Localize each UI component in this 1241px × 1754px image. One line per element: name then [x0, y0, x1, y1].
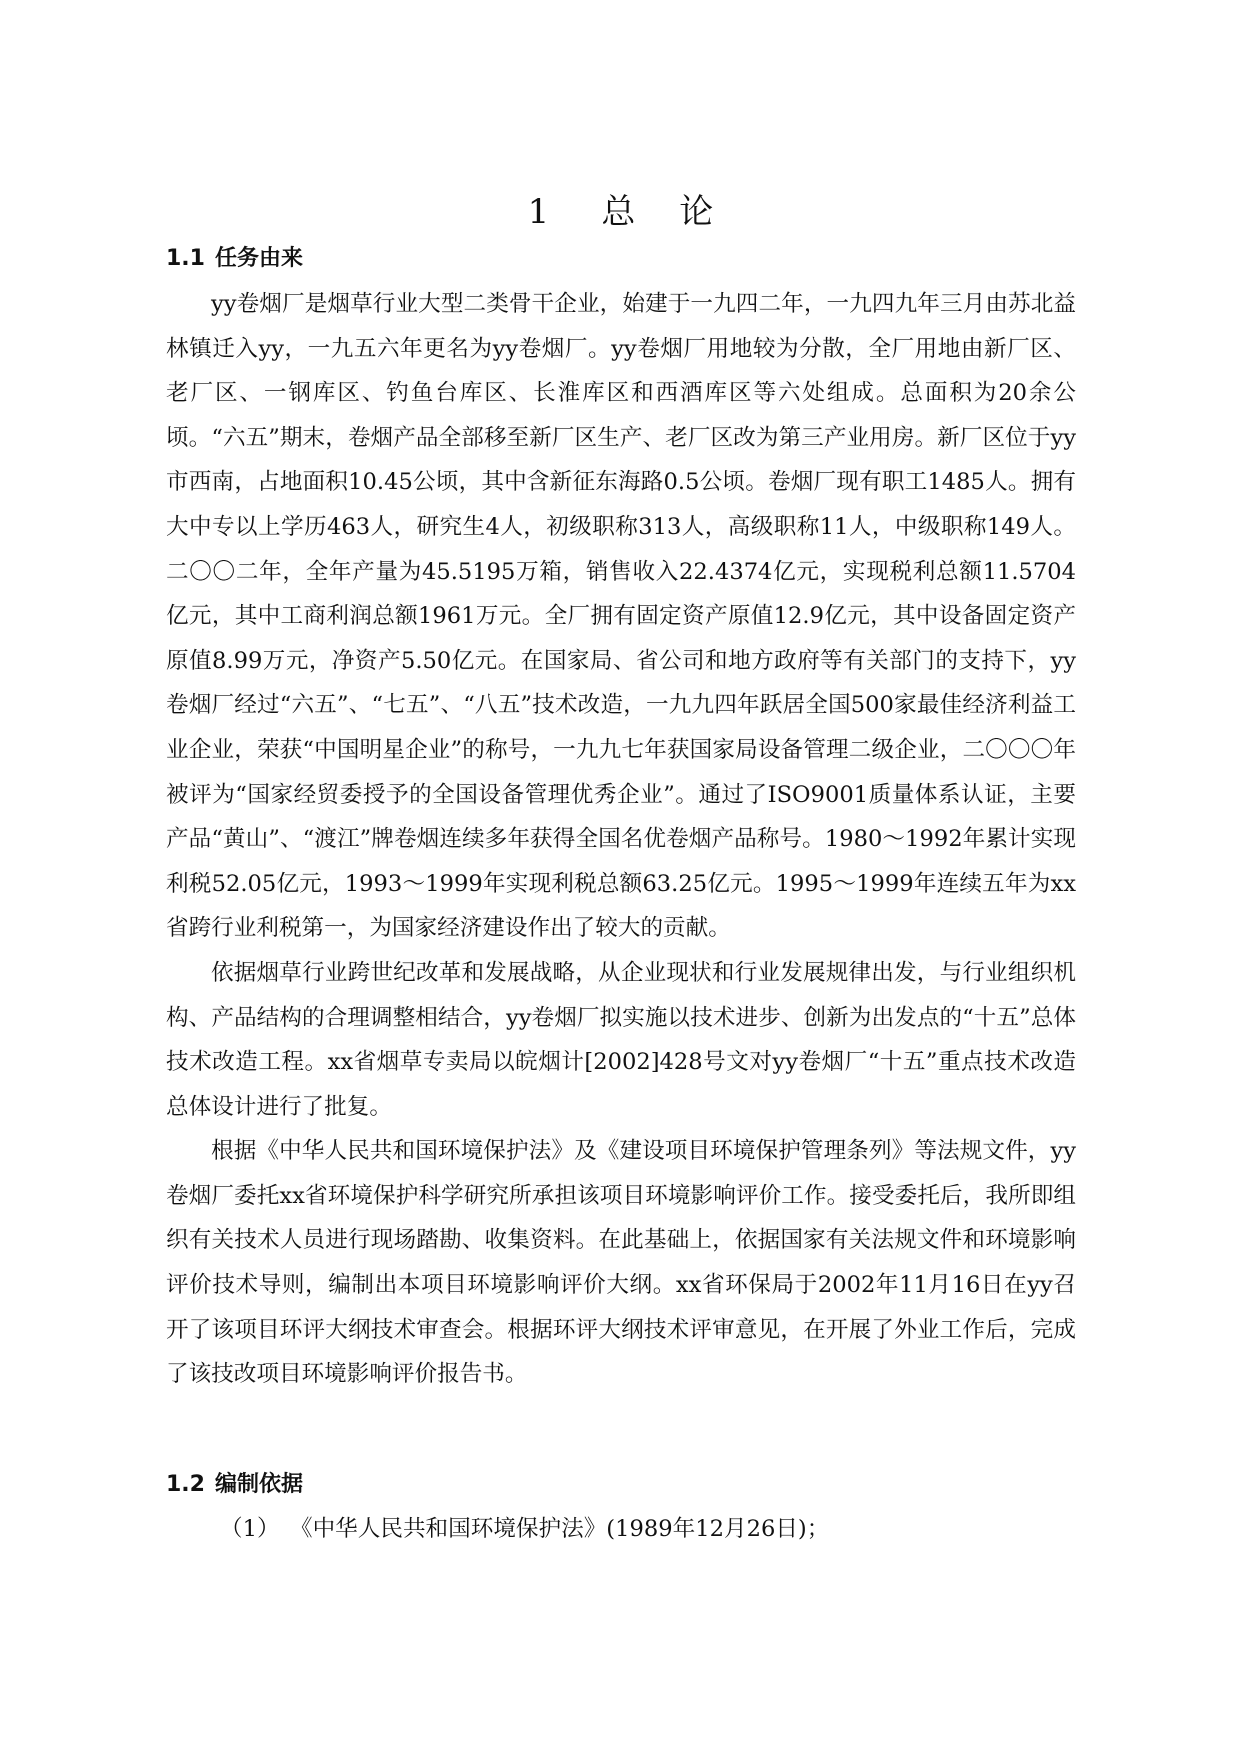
section-title: 编制依据 — [214, 1472, 303, 1497]
reference-number: （1） — [220, 1516, 280, 1542]
chapter-title-text: 总论 — [601, 192, 758, 232]
section-number: 1.1 — [166, 246, 205, 271]
section-heading-1-2 — [166, 1470, 303, 1500]
reference-text: 《中华人民共和国环境保护法》(1989年12月26日)； — [290, 1516, 830, 1542]
paragraph-1: yy卷烟厂是烟草行业大型二类骨干企业，始建于一九四二年，一九四九年三月由苏北益林镇迁入yy，一九五六年更名为yy卷烟厂。yy卷烟厂用地较为分散，全厂用地由新厂区、老厂区、一钢库区、钓鱼台库区、长淮库区和西酒库区等六处组成。总面积为20余公顷。“六五”期末，卷烟产品全部移至新厂区生产、老厂区改为第三产业用房。新厂区位于yy市西南，占地面积10.45公顷，其中含新征东海路0.5公顷。卷烟厂现有职工1485人。拥有大中专以上学历463人，研究生4人，初级职称313人，高级职称11人，中级职称149人。二〇〇二年，全年产量为45.5195万箱，销售收入22.4374亿元，实现税利总额11.5704亿元，其中工商利润总额1961万元。全厂拥有固定资产原值12.9亿元，其中设备固定资产原值8.99万元，净资产5.50亿元。在国家局、省公司和地方政府等有关部门的支持下，yy卷烟厂经过“六五”、“七五”、“八五”技术改造，一九九四年跃居全国500家最佳经济利益工业企业，荣获“中国明星企业”的称号，一九九七年获国家局设备管理二级企业，二〇〇〇年被评为“国家经贸委授予的全国设备管理优秀企业”。通过了ISO9001质量体系认证，主要产品“黄山”、“渡江”牌卷烟连续多年获得全国名优卷烟产品称号。1980～1992年累计实现利税52.05亿元，1993～1999年实现利税总额63.25亿元。1995～1999年连续五年为xx省跨行业利税第一，为国家经济建设作出了较大的贡献。 — [166, 291, 1076, 942]
chapter-number: 1 — [527, 192, 550, 232]
paragraph-2: 依据烟草行业跨世纪改革和发展战略，从企业现状和行业发展规律出发，与行业组织机构、产品结构的合理调整相结合，yy卷烟厂拟实施以技术进步、创新为出发点的“十五”总体技术改造工程。xx省烟草专卖局以皖烟计[2002]428号文对yy卷烟厂“十五”重点技术改造总体设计进行了批复。 — [166, 959, 1076, 1120]
paragraph-3: 根据《中华人民共和国环境保护法》及《建设项目环境保护管理条列》等法规文件，yy卷烟厂委托xx省环境保护科学研究所承担该项目环境影响评价工作。接受委托后，我所即组织有关技术人员进行现场踏勘、收集资料。在此基础上，依据国家有关法规文件和环境影响评价技术导则，编制出本项目环境影响评价大纲。xx省环保局于2002年11月16日在yy召开了该项目环评大纲技术审查会。根据环评大纲技术评审意见，在开展了外业工作后，完成了该技改项目环境影响评价报告书。 — [166, 1138, 1076, 1388]
section-heading-1-1 — [166, 244, 303, 274]
section-1-1-body — [166, 282, 1076, 1397]
section-number: 1.2 — [166, 1472, 205, 1497]
reference-item-1 — [220, 1512, 829, 1546]
section-title: 任务由来 — [214, 246, 303, 271]
chapter-title — [0, 188, 1241, 236]
